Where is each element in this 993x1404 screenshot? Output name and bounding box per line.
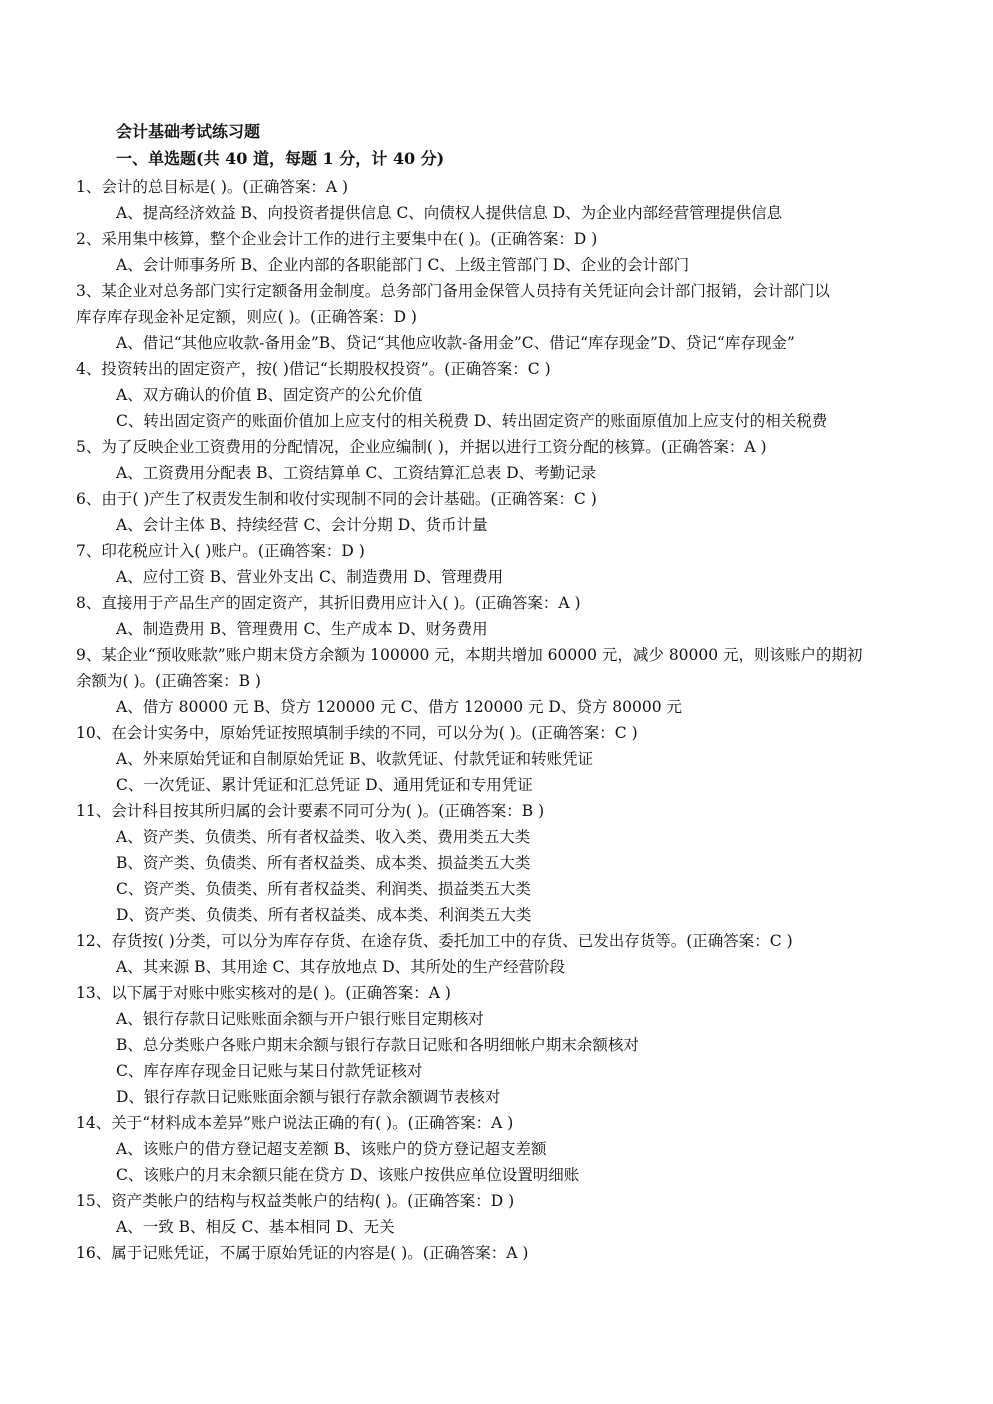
- answer-options: C、转出固定资产的账面价值加上应支付的相关税费 D、转出固定资产的账面原值加上应支付的相关税费: [116, 412, 828, 430]
- question-text: 库存库存现金补足定额，则应( )。(正确答案：D ): [76, 308, 417, 326]
- answer-options: A、工资费用分配表 B、工资结算单 C、工资结算汇总表 D、考勤记录: [116, 464, 597, 482]
- question-text: 4、投资转出的固定资产，按( )借记“长期股权投资”。(正确答案：C ): [76, 360, 551, 378]
- question-item: [76, 174, 926, 226]
- question-text: 8、直接用于产品生产的固定资产，其折旧费用应计入( )。(正确答案：A ): [76, 594, 581, 612]
- answer-options: B、总分类账户各账户期末余额与银行存款日记账和各明细帐户期末余额核对: [116, 1036, 639, 1054]
- answer-options: A、银行存款日记账账面余额与开户银行账目定期核对: [116, 1010, 484, 1028]
- question-text: 7、印花税应计入( )账户。(正确答案：D ): [76, 542, 365, 560]
- question-item: [76, 798, 926, 928]
- answer-options: A、会计主体 B、持续经营 C、会计分期 D、货币计量: [116, 516, 488, 534]
- question-item: [76, 278, 926, 356]
- question-text: 10、在会计实务中，原始凭证按照填制手续的不同，可以分为( )。(正确答案：C ): [76, 724, 638, 742]
- question-item: [76, 356, 926, 434]
- question-text: 12、存货按( )分类，可以分为库存存货、在途存货、委托加工中的存货、已发出存货等。(正确答案：C ): [76, 932, 793, 950]
- answer-options: A、借方 80000 元 B、贷方 120000 元 C、借方 120000 元 D、贷方 80000 元: [116, 698, 683, 716]
- question-item: [76, 226, 926, 278]
- question-text: 6、由于( )产生了权责发生制和收付实现制不同的会计基础。(正确答案：C ): [76, 490, 597, 508]
- answer-options: A、借记“其他应收款-备用金”B、贷记“其他应收款-备用金”C、借记“库存现金”D、贷记“库存现金”: [116, 334, 795, 352]
- question-item: [76, 538, 926, 590]
- question-text: 16、属于记账凭证，不属于原始凭证的内容是( )。(正确答案：A ): [76, 1244, 529, 1262]
- answer-options: C、资产类、负债类、所有者权益类、利润类、损益类五大类: [116, 880, 531, 898]
- answer-options: D、资产类、负债类、所有者权益类、成本类、利润类五大类: [116, 906, 532, 924]
- answer-options: B、资产类、负债类、所有者权益类、成本类、损益类五大类: [116, 854, 531, 872]
- question-text: 11、会计科目按其所归属的会计要素不同可分为( )。(正确答案：B ): [76, 802, 545, 820]
- question-text: 14、关于“材料成本差异”账户说法正确的有( )。(正确答案：A ): [76, 1114, 514, 1132]
- answer-options: A、其来源 B、其用途 C、其存放地点 D、其所处的生产经营阶段: [116, 958, 566, 976]
- section-heading: 一、单选题(共 40 道，每题 1 分，计 40 分): [116, 149, 445, 168]
- question-text: 9、某企业“预收账款”账户期末贷方余额为 100000 元，本期共增加 60000 元，减少 80000 元，则该账户的期初: [76, 646, 863, 664]
- question-item: [76, 1110, 926, 1188]
- doc-title: 会计基础考试练习题: [116, 122, 261, 141]
- answer-options: A、会计师事务所 B、企业内部的各职能部门 C、上级主管部门 D、企业的会计部门: [116, 256, 690, 274]
- question-text: 3、某企业对总务部门实行定额备用金制度。总务部门备用金保管人员持有关凭证向会计部门报销，会计部门以: [76, 282, 830, 300]
- question-text: 13、以下属于对账中账实核对的是( )。(正确答案：A ): [76, 984, 451, 1002]
- question-item: [76, 486, 926, 538]
- question-item: [76, 928, 926, 980]
- question-list: [76, 174, 926, 1266]
- answer-options: A、资产类、负债类、所有者权益类、收入类、费用类五大类: [116, 828, 531, 846]
- question-item: [76, 1188, 926, 1240]
- question-text: 15、资产类帐户的结构与权益类帐户的结构( )。(正确答案：D ): [76, 1192, 515, 1210]
- answer-options: A、双方确认的价值 B、固定资产的公允价值: [116, 386, 423, 404]
- question-item: [76, 642, 926, 720]
- question-item: [76, 1240, 926, 1266]
- answer-options: A、应付工资 B、营业外支出 C、制造费用 D、管理费用: [116, 568, 504, 586]
- question-item: [76, 720, 926, 798]
- question-item: [76, 434, 926, 486]
- answer-options: A、制造费用 B、管理费用 C、生产成本 D、财务费用: [116, 620, 488, 638]
- question-text: 余额为( )。(正确答案：B ): [76, 672, 261, 690]
- question-text: 2、采用集中核算，整个企业会计工作的进行主要集中在( )。(正确答案：D ): [76, 230, 598, 248]
- question-text: 1、会计的总目标是( )。(正确答案：A ): [76, 178, 349, 196]
- question-item: [76, 590, 926, 642]
- question-text: 5、为了反映企业工资费用的分配情况，企业应编制( )，并据以进行工资分配的核算。(正确答案：A ): [76, 438, 767, 456]
- answer-options: D、银行存款日记账账面余额与银行存款余额调节表核对: [116, 1088, 501, 1106]
- answer-options: C、库存库存现金日记账与某日付款凭证核对: [116, 1062, 423, 1080]
- answer-options: A、该账户的借方登记超支差额 B、该账户的贷方登记超支差额: [116, 1140, 547, 1158]
- answer-options: A、一致 B、相反 C、基本相同 D、无关: [116, 1218, 395, 1236]
- question-item: [76, 980, 926, 1110]
- answer-options: A、外来原始凭证和自制原始凭证 B、收款凭证、付款凭证和转账凭证: [116, 750, 594, 768]
- answer-options: A、提高经济效益 B、向投资者提供信息 C、向债权人提供信息 D、为企业内部经营管理提供信息: [116, 204, 783, 222]
- answer-options: C、该账户的月末余额只能在贷方 D、该账户按供应单位设置明细账: [116, 1166, 580, 1184]
- answer-options: C、一次凭证、累计凭证和汇总凭证 D、通用凭证和专用凭证: [116, 776, 533, 794]
